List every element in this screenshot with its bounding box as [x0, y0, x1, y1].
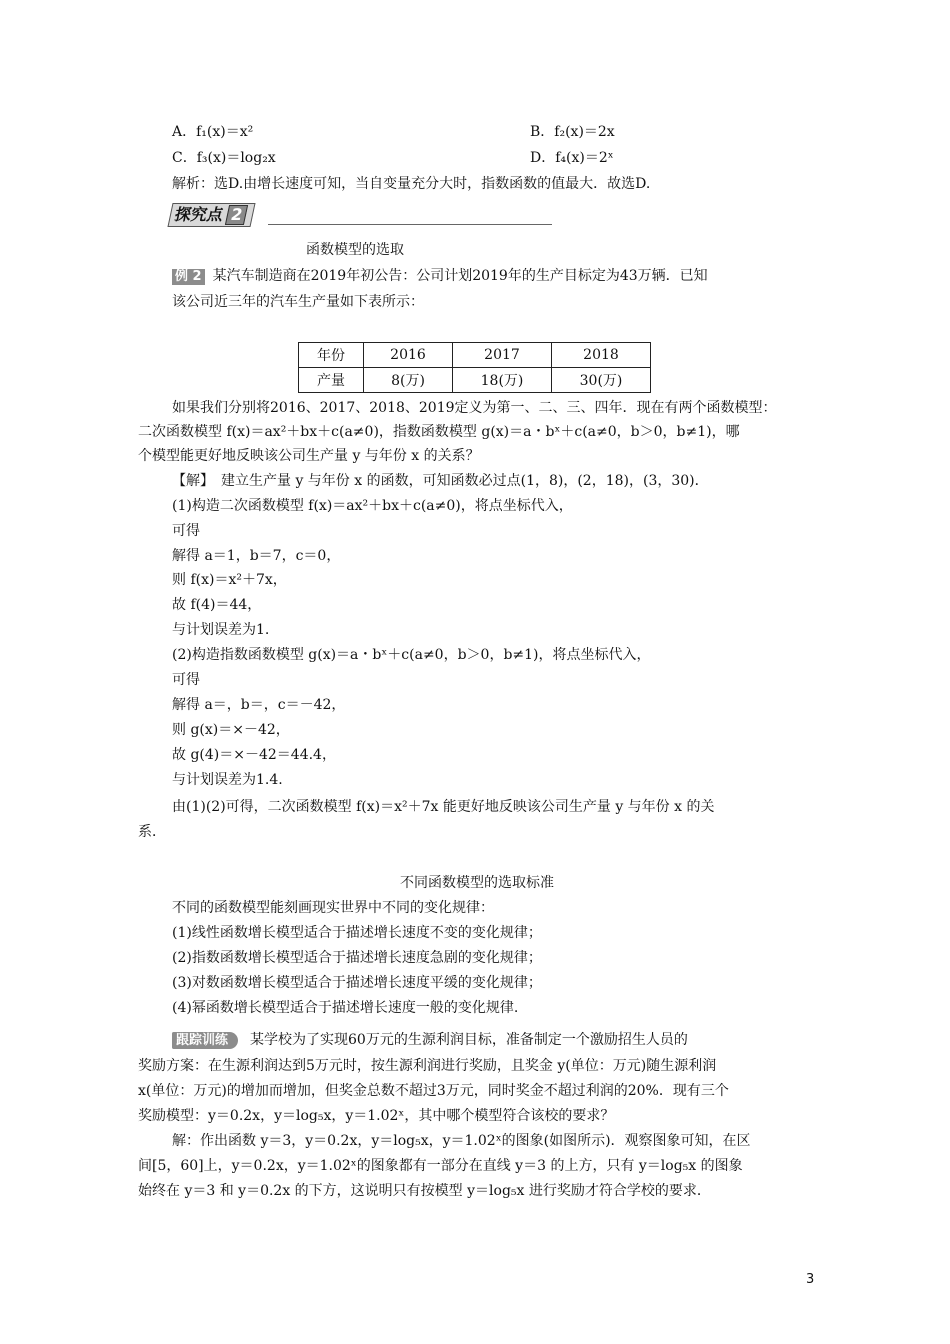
body-line: 个模型能更好地反映该公司生产量 y 与年份 x 的关系？: [138, 448, 480, 464]
section-divider: [268, 224, 552, 225]
practice-line: 间[5，60]上，y＝0.2x，y＝1.02ˣ的图象都有一部分在直线 y＝3 的上方，只有 y＝log₅x 的图象: [138, 1158, 743, 1174]
option-c: C．f₃(x)＝log₂x: [172, 150, 276, 166]
example-tag: 例 2: [172, 269, 205, 285]
section-title: 函数模型的选取: [306, 242, 404, 258]
body-line: 由(1)(2)可得，二次函数模型 f(x)＝x²＋7x 能更好地反映该公司生产量 y 与年份 x 的关: [172, 799, 715, 815]
practice-line-1: [172, 1030, 688, 1050]
body-line: 可得: [172, 523, 200, 539]
option-b: B．f₂(x)＝2x: [530, 124, 615, 140]
practice-tag: 跟踪训练: [172, 1032, 238, 1049]
standard-line: (1)线性函数增长模型适合于描述增长速度不变的变化规律；: [172, 925, 542, 941]
table-row: [299, 343, 651, 368]
standard-line: (4)幂函数增长模型适合于描述增长速度一般的变化规律.: [172, 1000, 519, 1016]
practice-line: 解：作出函数 y＝3，y＝0.2x，y＝log₅x，y＝1.02ˣ的图象(如图所示)．观察图象可知，在区: [172, 1133, 751, 1149]
table-cell: 2017: [453, 343, 552, 368]
practice-line: x(单位：万元)的增加而增加，但奖金总数不超过3万元，同时奖金不超过利润的20%．现有三个: [138, 1083, 729, 1099]
option-a: A．f₁(x)＝x²: [172, 124, 254, 140]
table-cell: 8(万): [364, 368, 453, 393]
table-cell: 18(万): [453, 368, 552, 393]
table-cell: 2016: [364, 343, 453, 368]
section-badge-text: 探究点: [173, 205, 226, 224]
standard-line: (3)对数函数增长模型适合于描述增长速度平缓的变化规律；: [172, 975, 542, 991]
standard-line: 不同的函数模型能刻画现实世界中不同的变化规律：: [172, 900, 494, 916]
table-cell: 30(万): [552, 368, 651, 393]
body-line: 【解】 建立生产量 y 与年份 x 的函数，可知函数必过点(1，8)，(2，18)，(3，30)．: [172, 473, 709, 489]
body-line: 则 g(x)＝×－42，: [172, 722, 290, 738]
table-row: [299, 368, 651, 393]
section-badge-number: 2: [225, 205, 248, 225]
practice-line: 始终在 y＝3 和 y＝0.2x 的下方，这说明只有按模型 y＝log₅x 进行奖励才符合学校的要求．: [138, 1183, 711, 1199]
body-line: 与计划误差为1.4.: [172, 772, 283, 788]
body-line: 故 f(4)＝44，: [172, 597, 262, 613]
section-badge-label: [167, 203, 255, 227]
body-line: 系．: [138, 824, 166, 840]
body-line: 可得: [172, 672, 200, 688]
practice-line: 奖励模型：y＝0.2x，y＝log₅x，y＝1.02ˣ，其中哪个模型符合该校的要求？: [138, 1108, 615, 1124]
production-table: [298, 342, 651, 393]
standard-line: (2)指数函数增长模型适合于描述增长速度急剧的变化规律；: [172, 950, 542, 966]
section-badge: [170, 203, 552, 229]
body-line: 解得 a＝，b＝，c＝－42，: [172, 697, 346, 713]
example-text-1: 某汽车制造商在2019年初公告：公司计划2019年的生产目标定为43万辆．已知: [212, 268, 708, 284]
example-line-1: [172, 266, 708, 286]
example-line-2: 该公司近三年的汽车生产量如下表所示：: [172, 294, 424, 310]
practice-text-1: 某学校为了实现60万元的生源利润目标，准备制定一个激励招生人员的: [250, 1032, 688, 1048]
practice-line: 奖励方案：在生源利润达到5万元时，按生源利润进行奖励，且奖金 y(单位：万元)随生源利润: [138, 1058, 717, 1074]
table-cell: 年份: [299, 343, 364, 368]
analysis-text: 解析：选D.由增长速度可知，当自变量充分大时，指数函数的值最大．故选D.: [172, 176, 651, 192]
body-line: 故 g(4)＝×－42＝44.4，: [172, 747, 336, 763]
body-line: 二次函数模型 f(x)＝ax²＋bx＋c(a≠0)，指数函数模型 g(x)＝a・bˣ＋c(a≠0，b＞0，b≠1)，哪: [138, 424, 740, 440]
standard-title: 不同函数模型的选取标准: [400, 875, 554, 891]
body-line: (1)构造二次函数模型 f(x)＝ax²＋bx＋c(a≠0)，将点坐标代入，: [172, 498, 573, 514]
body-line: (2)构造指数函数模型 g(x)＝a・bˣ＋c(a≠0，b＞0，b≠1)，将点坐标代入，: [172, 647, 651, 663]
table-cell: 2018: [552, 343, 651, 368]
body-line: 如果我们分别将2016、2017、2018、2019定义为第一、二、三、四年．现在有两个函数模型：: [172, 400, 777, 416]
page-number: 3: [806, 1272, 815, 1287]
body-line: 与计划误差为1.: [172, 622, 270, 638]
body-line: 则 f(x)＝x²＋7x，: [172, 572, 287, 588]
body-line: 解得 a＝1，b＝7，c＝0，: [172, 548, 341, 564]
option-d: D．f₄(x)＝2ˣ: [530, 150, 614, 166]
table-cell: 产量: [299, 368, 364, 393]
